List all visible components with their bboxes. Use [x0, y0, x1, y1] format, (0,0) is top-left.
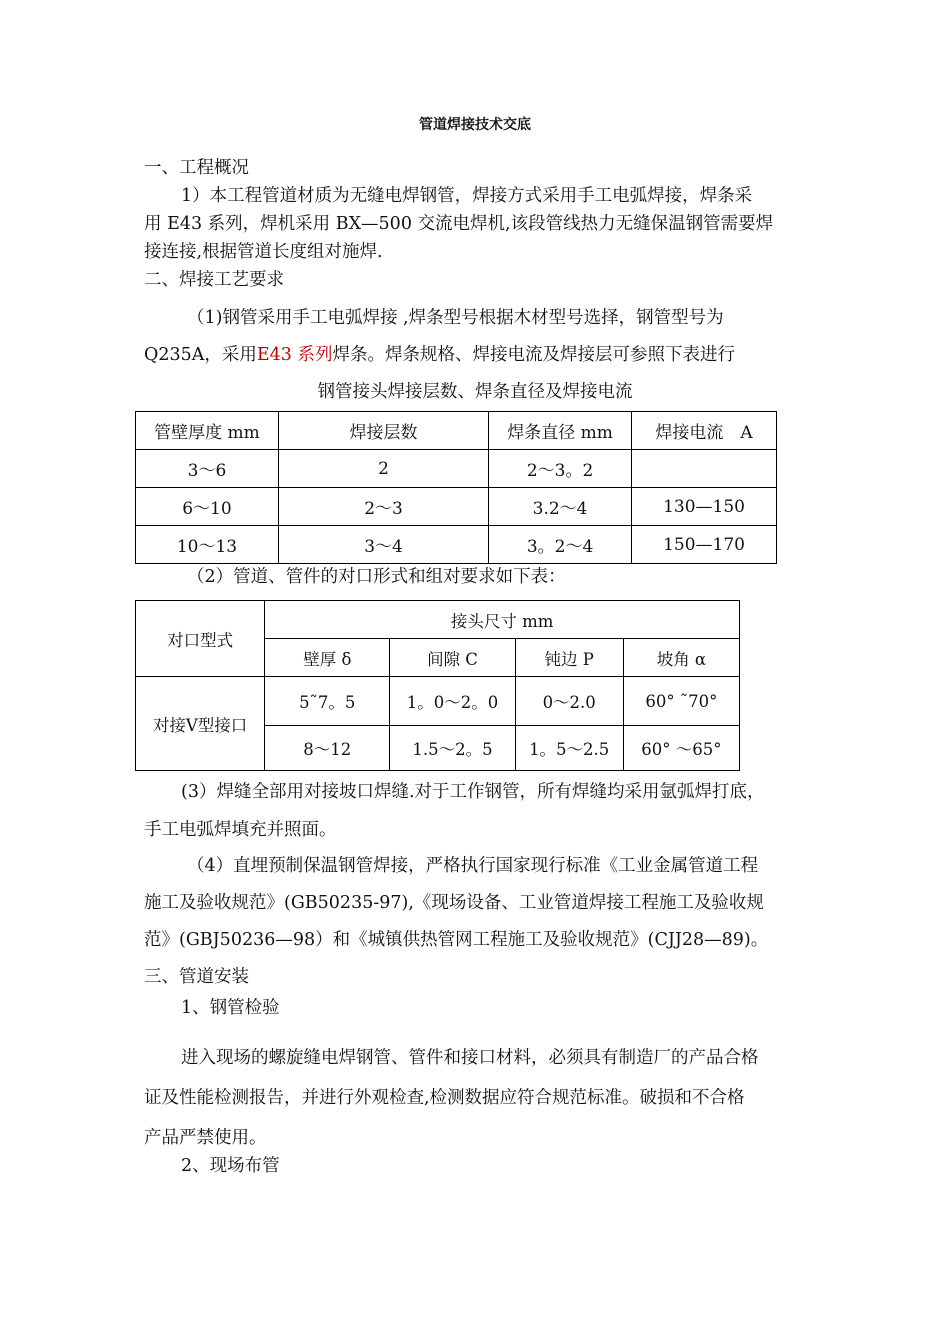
section3-para1-line1: 进入现场的螺旋缝电焊钢管、管件和接口材料，必须具有制造厂的产品合格: [181, 1048, 759, 1068]
table2-group-header: 接头尺寸 mm: [265, 601, 740, 639]
section3-sub1: 1、钢管检验: [181, 998, 280, 1018]
section2-para3-line1: (3）焊缝全部用对接坡口焊缝.对于工作钢管，所有焊缝均采用氩弧焊打底，: [181, 782, 765, 802]
table2-cell: 5˜7。5: [265, 677, 390, 726]
table2-subheader-cell: 坡角 α: [623, 639, 739, 677]
table-row: [136, 526, 777, 564]
section2-para4-line2: 施工及验收规范》(GB50235-97),《现场设备、工业管道焊接工程施工及验收规: [144, 893, 764, 913]
table2-subheader-cell: 钝边 P: [515, 639, 623, 677]
table2-col0-header: 对口型式: [136, 601, 265, 677]
table1-caption: 钢管接头焊接层数、焊条直径及焊接电流: [317, 382, 633, 402]
table-row: [136, 677, 740, 726]
table2-header-row: [136, 601, 740, 639]
table2-cell: 0～2.0: [515, 677, 623, 726]
section3-para1-line3: 产品严禁使用。: [144, 1128, 267, 1148]
table1-cell: 6～10: [136, 488, 279, 526]
table1-header-cell: 焊接层数: [278, 412, 488, 450]
section3-para1-line2: 证及性能检测报告，并进行外观检查,检测数据应符合规范标准。破损和不合格: [144, 1088, 745, 1108]
section1-heading: 一、工程概况: [144, 158, 249, 178]
section2-para1-line2: [144, 344, 735, 366]
section2-para3-line2: 手工电弧焊填充并照面。: [144, 820, 337, 840]
table2-subheader-cell: 间隙 C: [390, 639, 515, 677]
table1-cell: 2～3: [278, 488, 488, 526]
table1-cell: 3.2～4: [489, 488, 632, 526]
table1-header-cell: 焊接电流 A: [632, 412, 777, 450]
table2-row-label: 对接Ⅴ型接口: [136, 677, 265, 771]
table1-cell: 130—150: [632, 488, 777, 526]
section1-para-line2: 用 E43 系列，焊机采用 BX—500 交流电焊机,该段管线热力无缝保温钢管需要焊: [144, 214, 774, 234]
table2-cell: 1。0～2。0: [390, 677, 515, 726]
section2-para4-line3: 范》(GBJ50236—98）和《城镇供热管网工程施工及验收规范》(CJJ28—89)。: [144, 930, 769, 950]
section1-para-line3: 接连接,根据管道长度组对施焊.: [144, 242, 383, 262]
table-row: [136, 450, 777, 488]
table2-cell: 1.5～2。5: [390, 726, 515, 771]
section3-heading: 三、管道安装: [144, 967, 249, 987]
section3-sub2: 2、现场布管: [181, 1156, 280, 1176]
section2-heading: 二、焊接工艺要求: [144, 270, 284, 290]
table1-header-cell: 管壁厚度 mm: [136, 412, 279, 450]
table1-cell: 150—170: [632, 526, 777, 564]
section2-para1-line2-a: Q235A，采用: [144, 345, 257, 365]
table1-cell: 2: [278, 450, 488, 488]
page-title: 管道焊接技术交底: [419, 117, 531, 133]
table2-joint-dimensions: [135, 600, 740, 771]
table1-cell: 2～3。2: [489, 450, 632, 488]
table1-welding-parameters: [135, 411, 777, 564]
table2-subheader-cell: 壁厚 δ: [265, 639, 390, 677]
section1-para-line1: 1）本工程管道材质为无缝电焊钢管，焊接方式采用手工电弧焊接，焊条采: [181, 186, 753, 206]
section2-para2: （2）管道、管件的对口形式和组对要求如下表：: [187, 567, 566, 587]
section2-para4-line1: （4）直埋预制保温钢管焊接，严格执行国家现行标准《工业金属管道工程: [187, 856, 759, 876]
table1-header-row: [136, 412, 777, 450]
table-row: [136, 488, 777, 526]
table1-cell: 10～13: [136, 526, 279, 564]
table2-cell: 60° ˜70°: [623, 677, 739, 726]
table1-cell: 3～4: [278, 526, 488, 564]
table2-cell: 60° ～65°: [623, 726, 739, 771]
table1-header-cell: 焊条直径 mm: [489, 412, 632, 450]
table2-cell: 8～12: [265, 726, 390, 771]
table1-cell: 3～6: [136, 450, 279, 488]
table1-cell: 3。2～4: [489, 526, 632, 564]
e43-series-highlight: E43 系列: [256, 345, 333, 365]
table2-cell: 1。5～2.5: [515, 726, 623, 771]
section2-para1-line2-b: 焊条。焊条规格、焊接电流及焊接层可参照下表进行: [332, 345, 735, 365]
section2-para1-line1: （1)钢管采用手工电弧焊接 ,焊条型号根据木材型号选择，钢管型号为: [187, 308, 724, 328]
table1-cell: [632, 450, 777, 488]
